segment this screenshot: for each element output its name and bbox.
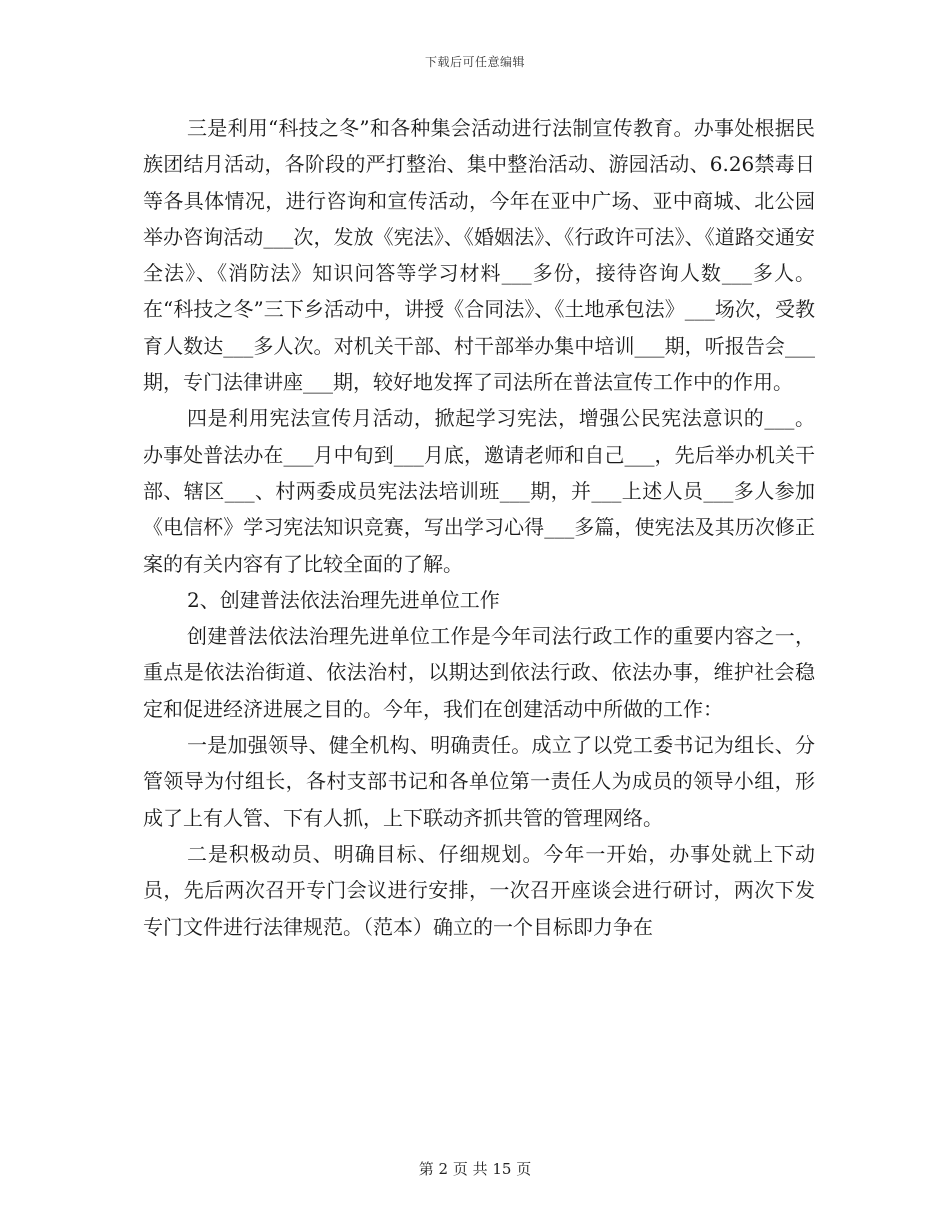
paragraph-mobilization: 二是积极动员、明确目标、仔细规划。今年一开始，办事处就上下动员，先后两次召开专门会议进行安排，一次召开座谈会进行研讨，两次下发专门文件进行法律规范。（范本）确立的一个目标即力争在 xyxy=(143,841,815,939)
page-number: 第 2 页 共 15 页 xyxy=(418,1160,532,1178)
paragraph-advanced-unit-intro: 创建普法依法治理先进单位工作是今年司法行政工作的重要内容之一，重点是依法治街道、依法治村，以期达到依法行政、依法办事，维护社会稳定和促进经济进展之目的。今年，我们在创建活动中所做的工作： xyxy=(143,624,815,721)
page-header: 下载后可任意编辑 xyxy=(424,55,525,69)
section-heading-advanced-unit: 2、创建普法依法治理先进单位工作 xyxy=(187,587,500,612)
paragraph-leadership: 一是加强领导、健全机构、明确责任。成立了以党工委书记为组长、分管领导为付组长，各村支部书记和各单位第一责任人为成员的领导小组，形成了上有人管、下有人抓，上下联动齐抓共管的管理网络。 xyxy=(143,733,815,830)
document-body xyxy=(143,110,815,945)
paragraph-publicity-campaign: 三是利用“科技之冬”和各种集会活动进行法制宣传教育。办事处根据民族团结月活动，各阶段的严打整治、集中整治活动、游园活动、6.26禁毒日等各具体情况，进行咨询和宣传活动，今年在亚中广场、亚中商城、北公园举办咨询活动___次，发放《宪法》、《婚姻法》、《行政许可法》、《道路交通安全法》、《消防法》知识问答等学习材料___多份，接待咨询人数___多人。在“科技之冬”三下乡活动中，讲授《合同法》、《土地承包法》___场次，受教育人数达___多人次。对机关干部、村干部举办集中培训___期，听报告会___期，专门法律讲座___期，较好地发挥了司法所在普法宣传工作中的作用。 xyxy=(143,116,815,395)
paragraph-constitution-month: 四是利用宪法宣传月活动，掀起学习宪法，增强公民宪法意识的___。办事处普法办在___月中旬到___月底，邀请老师和自己___，先后举办机关干部、辖区___、村两委成员宪法法培训班___期，并___上述人员___多人参加《电信杯》学习宪法知识竞赛，写出学习心得___多篇，使宪法及其历次修正案的有关内容有了比较全面的了解。 xyxy=(143,406,815,576)
